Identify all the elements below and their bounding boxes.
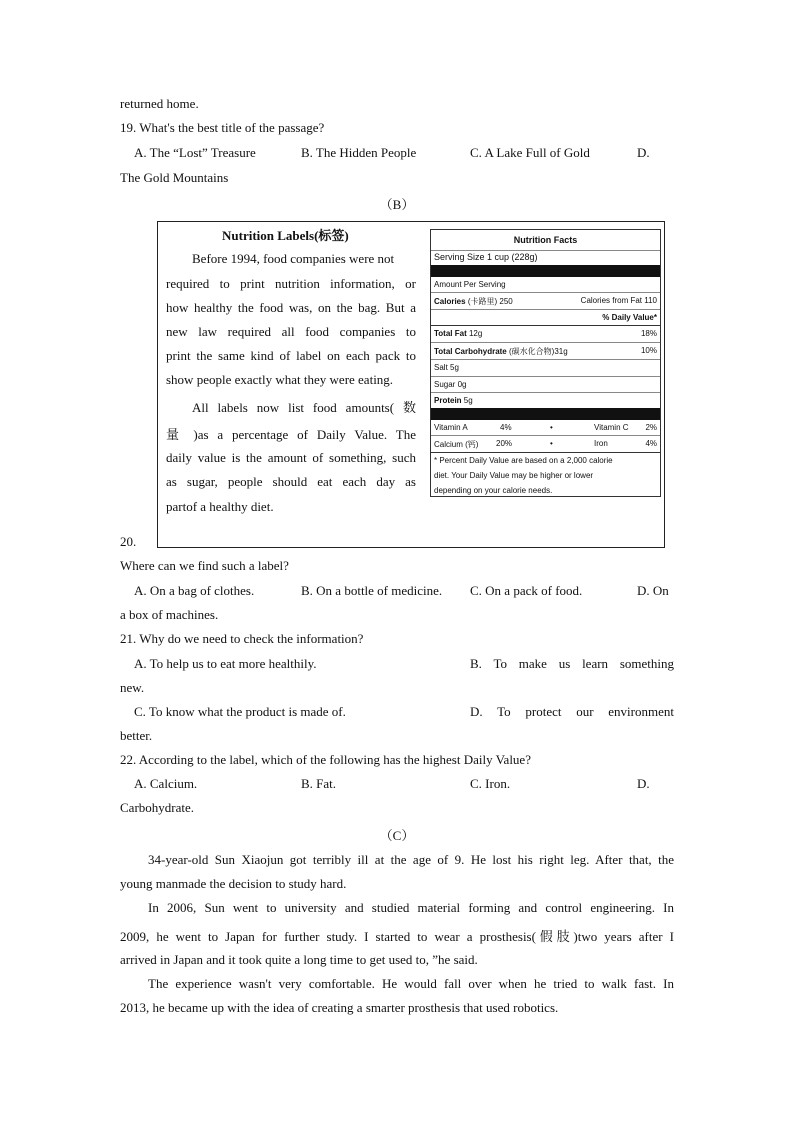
question-22-stem: 22. According to the label, which of the following has the highest Daily Value?	[120, 752, 531, 767]
daily-value-header: % Daily Value*	[602, 313, 657, 322]
vitamin-c-label: Vitamin C	[594, 423, 629, 432]
bullet: •	[550, 423, 553, 432]
q21-option-a: A. To help us to eat more healthily.	[134, 656, 317, 671]
passage-b-line: daily value is the amount of something, such	[166, 450, 416, 465]
section-b-heading: （B）	[379, 197, 415, 212]
divider	[431, 309, 660, 310]
vitamin-a-pct: 4%	[500, 423, 512, 432]
footnote-line: diet. Your Daily Value may be higher or lower	[434, 471, 594, 480]
bullet: •	[550, 439, 553, 448]
question-21-stem: 21. Why do we need to check the information?	[120, 631, 364, 646]
q19-option-d-continued: The Gold Mountains	[120, 170, 229, 185]
q22-option-d: D.	[637, 776, 650, 791]
q19-option-d: D.	[637, 145, 650, 160]
carb-dv: 10%	[640, 346, 657, 355]
q20-option-d: D. On	[637, 583, 669, 598]
calories-label: Calories	[434, 297, 466, 306]
section-c-heading: （C）	[379, 828, 415, 843]
carb-value: 31g	[554, 347, 568, 356]
passage-b-line: All labels now list food amounts( 数	[192, 400, 416, 415]
footnote-line: depending on your calorie needs.	[434, 486, 553, 495]
divider	[431, 392, 660, 393]
total-fat-value: 12g	[468, 329, 483, 338]
total-fat-dv: 18%	[640, 329, 657, 338]
passage-c-line: arrived in Japan and it took quite a long time to get used to, ”he said.	[120, 952, 478, 967]
passage-c-line: The experience wasn't very comfortable. He would fall over when he tried to walk fast. In	[148, 976, 674, 991]
thick-divider	[431, 408, 660, 420]
footnote-line: * Percent Daily Value are based on a 2,000 calorie	[434, 456, 613, 465]
serving-size: Serving Size 1 cup (228g)	[434, 252, 538, 262]
question-20-number: 20.	[120, 534, 137, 549]
iron-label: Iron	[594, 439, 608, 448]
passage-b-line: partof a healthy diet.	[166, 499, 274, 514]
q20-option-c: C. On a pack of food.	[470, 583, 583, 598]
q22-option-a: A. Calcium.	[134, 776, 198, 791]
q19-option-c: C. A Lake Full of Gold	[470, 145, 590, 160]
nutrition-facts-label	[430, 229, 661, 497]
q20-option-d-continued: a box of machines.	[120, 607, 219, 622]
calories-value: 250	[499, 297, 513, 306]
total-fat-label: Total Fat	[434, 329, 467, 338]
q22-option-c: C. Iron.	[470, 776, 511, 791]
thick-divider	[431, 265, 660, 277]
divider	[431, 250, 660, 251]
q19-option-b: B. The Hidden People	[301, 145, 417, 160]
divider	[431, 325, 660, 326]
passage-c-line: 2009, he went to Japan for further study. I started to wear a prosthesis(假肢)two years after I	[120, 929, 674, 944]
carb-label: Total Carbohydrate	[434, 347, 507, 356]
passage-b-line: Before 1994, food companies were not	[192, 251, 395, 266]
q20-option-a: A. On a bag of clothes.	[134, 583, 255, 598]
q21-option-b-continued: new.	[120, 680, 145, 695]
divider	[431, 292, 660, 293]
question-20-stem: Where can we find such a label?	[120, 558, 289, 573]
protein-label: Protein	[434, 396, 462, 405]
vitamin-c-pct: 2%	[645, 423, 657, 432]
passage-b-box	[157, 221, 665, 548]
calcium-label: Calcium (钙)	[434, 440, 479, 449]
passage-c-line: 34-year-old Sun Xiaojun got terribly ill at the age of 9. He lost his right leg. After that, the	[148, 852, 674, 867]
calories-row	[434, 296, 657, 307]
calories-from-fat: Calories from Fat 110	[580, 296, 657, 305]
passage-b-line: how healthy the food was, on the bag. But a	[166, 300, 416, 315]
sugar-row: Sugar 0g	[434, 380, 467, 389]
passage-b-line: as sugar, people should eat each day as	[166, 474, 416, 489]
passage-b-line: required to print nutrition information, or	[166, 276, 416, 291]
passage-c-line: In 2006, Sun went to university and studied material forming and control engineering. In	[148, 900, 674, 915]
text-line: returned home.	[120, 96, 199, 111]
question-19-stem: 19. What's the best title of the passage?	[120, 120, 325, 135]
vitamin-a-label: Vitamin A	[434, 423, 468, 432]
passage-b-title: Nutrition Labels(标签)	[222, 228, 349, 243]
divider	[431, 376, 660, 377]
q20-option-b: B. On a bottle of medicine.	[301, 583, 443, 598]
divider	[431, 435, 660, 436]
protein-row	[434, 396, 657, 405]
nutrition-facts-heading: Nutrition Facts	[513, 235, 578, 245]
passage-c-line: young manmade the decision to study hard.	[120, 876, 347, 891]
passage-b-line: new law required all food companies to	[166, 324, 416, 339]
protein-value: 5g	[463, 396, 473, 405]
divider	[431, 452, 660, 453]
calories-cn: (卡路里)	[467, 297, 498, 306]
q22-option-b: B. Fat.	[301, 776, 337, 791]
q21-option-d-continued: better.	[120, 728, 153, 743]
carb-cn: (碳水化合物)	[508, 347, 555, 356]
iron-pct: 4%	[645, 439, 657, 448]
total-fat-row	[434, 329, 657, 338]
salt-row: Salt 5g	[434, 363, 459, 372]
passage-b-line: 量 )as a percentage of Daily Value. The	[166, 427, 416, 442]
passage-b-line: show people exactly what they were eating.	[166, 372, 394, 387]
passage-b-line: print the same kind of label on each pack to	[166, 348, 416, 363]
carbohydrate-row	[434, 346, 657, 357]
divider	[431, 342, 660, 343]
q21-option-b: B. To make us learn something	[470, 656, 674, 671]
q21-option-c: C. To know what the product is made of.	[134, 704, 346, 719]
calcium-pct: 20%	[496, 439, 513, 448]
amount-per-serving: Amount Per Serving	[434, 280, 506, 289]
q19-option-a: A. The “Lost” Treasure	[134, 145, 256, 160]
divider	[431, 359, 660, 360]
q22-option-d-continued: Carbohydrate.	[120, 800, 195, 815]
q21-option-d: D. To protect our environment	[470, 704, 674, 719]
passage-c-line: 2013, he became up with the idea of creating a smarter prosthesis that used robotics.	[120, 1000, 559, 1015]
